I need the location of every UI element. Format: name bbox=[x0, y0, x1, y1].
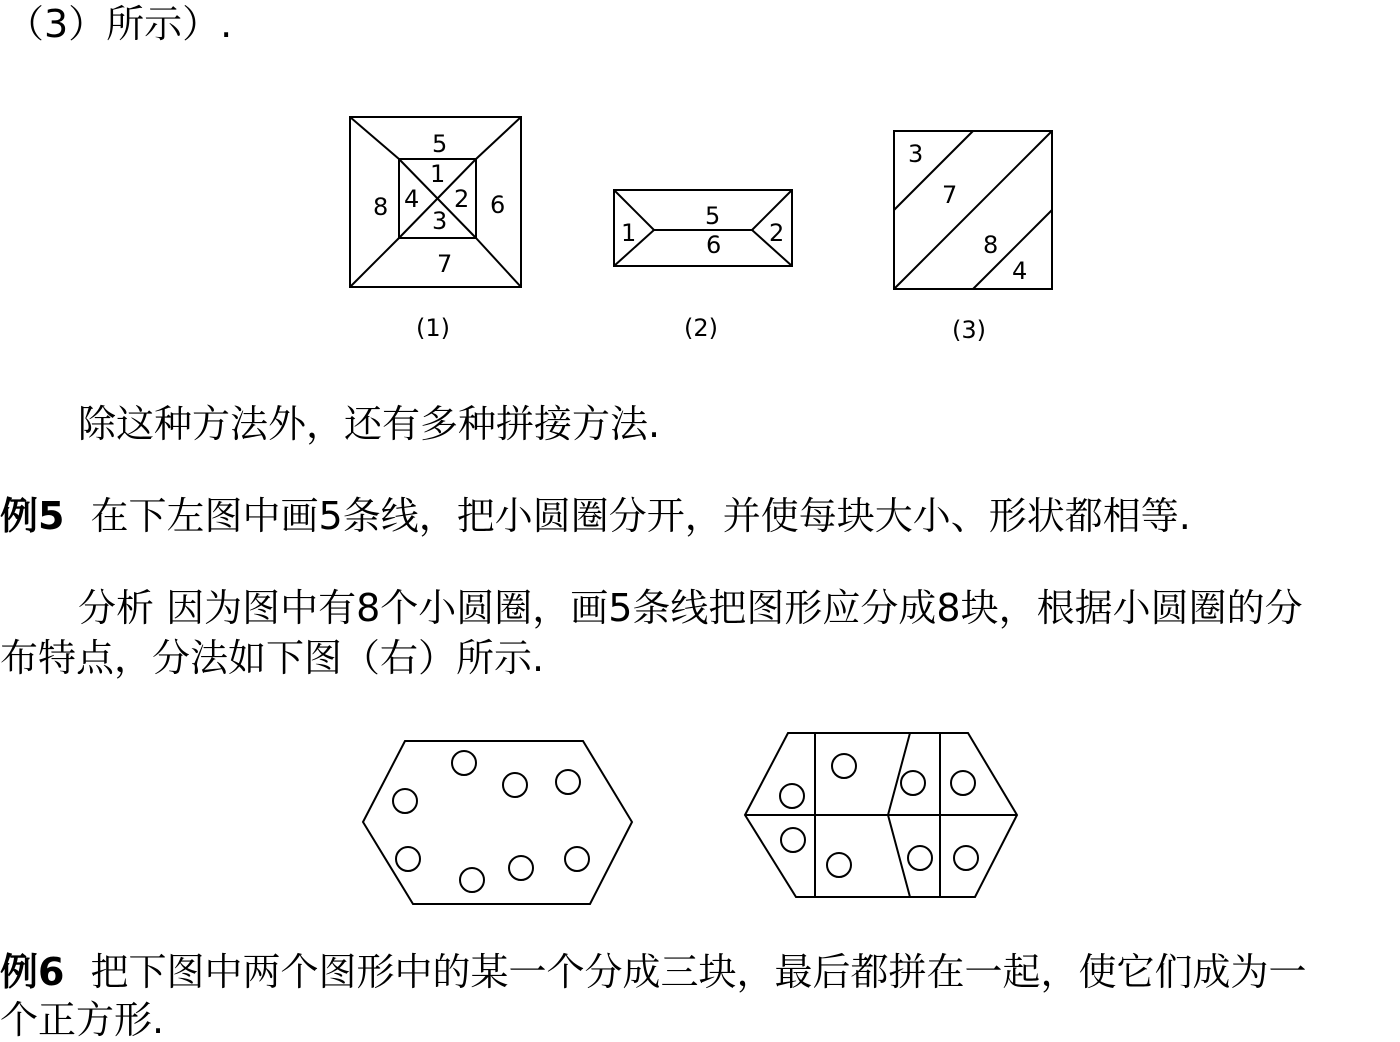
example-6-line-1 bbox=[0, 950, 1307, 994]
fig1-label: 8 bbox=[373, 193, 389, 221]
fig2-label: 1 bbox=[621, 219, 637, 247]
fig1-label: 1 bbox=[430, 160, 446, 188]
fig1-label: 7 bbox=[437, 250, 453, 278]
small-circle bbox=[827, 853, 851, 877]
small-circle bbox=[954, 846, 978, 870]
example-5-label: 例5 bbox=[0, 494, 65, 538]
figure-caption: (1) bbox=[416, 314, 450, 342]
fig2-label: 2 bbox=[769, 219, 785, 247]
small-circle bbox=[780, 784, 804, 808]
small-circle bbox=[908, 846, 932, 870]
fig2-label: 5 bbox=[705, 202, 721, 230]
fig2-label: 6 bbox=[706, 231, 722, 259]
fig3-label: 7 bbox=[942, 181, 958, 209]
fig3-label: 4 bbox=[1012, 257, 1028, 285]
fig3-label: 8 bbox=[983, 231, 999, 259]
example-5-text: 在下左图中画5条线，把小圆圈分开，并使每块大小、形状都相等. bbox=[90, 494, 1191, 538]
analysis-line-1: 分析 因为图中有8个小圆圈，画5条线把图形应分成8块，根据小圆圈的分 bbox=[78, 586, 1303, 630]
example-6-label: 例6 bbox=[0, 950, 65, 994]
paragraph-other-methods: 除这种方法外，还有多种拼接方法. bbox=[78, 402, 661, 446]
fig1-label: 5 bbox=[432, 130, 448, 158]
fig1-label: 2 bbox=[454, 185, 470, 213]
small-circle bbox=[565, 847, 589, 871]
figure-caption: (3) bbox=[952, 316, 986, 344]
small-circle bbox=[503, 773, 527, 797]
small-circle bbox=[460, 868, 484, 892]
fig1-label: 4 bbox=[404, 185, 420, 213]
example-6-text: 把下图中两个图形中的某一个分成三块，最后都拼在一起，使它们成为一 bbox=[90, 950, 1307, 994]
hexagon-left-circles bbox=[393, 751, 589, 892]
small-circle bbox=[832, 754, 856, 778]
analysis-line-2: 布特点，分法如下图（右）所示. bbox=[0, 636, 545, 680]
fig1-label: 3 bbox=[432, 207, 448, 235]
example-6-line-2: 个正方形. bbox=[0, 998, 165, 1042]
small-circle bbox=[396, 847, 420, 871]
small-circle bbox=[452, 751, 476, 775]
hexagon-right-divided bbox=[745, 733, 1017, 897]
small-circle bbox=[509, 856, 533, 880]
fig1-label: 6 bbox=[490, 191, 506, 219]
hexagon-left bbox=[363, 741, 632, 904]
fig3-label: 3 bbox=[908, 140, 924, 168]
small-circle bbox=[901, 771, 925, 795]
small-circle bbox=[393, 789, 417, 813]
text-line-top: （3）所示）. bbox=[6, 2, 233, 46]
small-circle bbox=[781, 828, 805, 852]
figure-caption: (2) bbox=[684, 314, 718, 342]
small-circle bbox=[951, 771, 975, 795]
small-circle bbox=[556, 770, 580, 794]
